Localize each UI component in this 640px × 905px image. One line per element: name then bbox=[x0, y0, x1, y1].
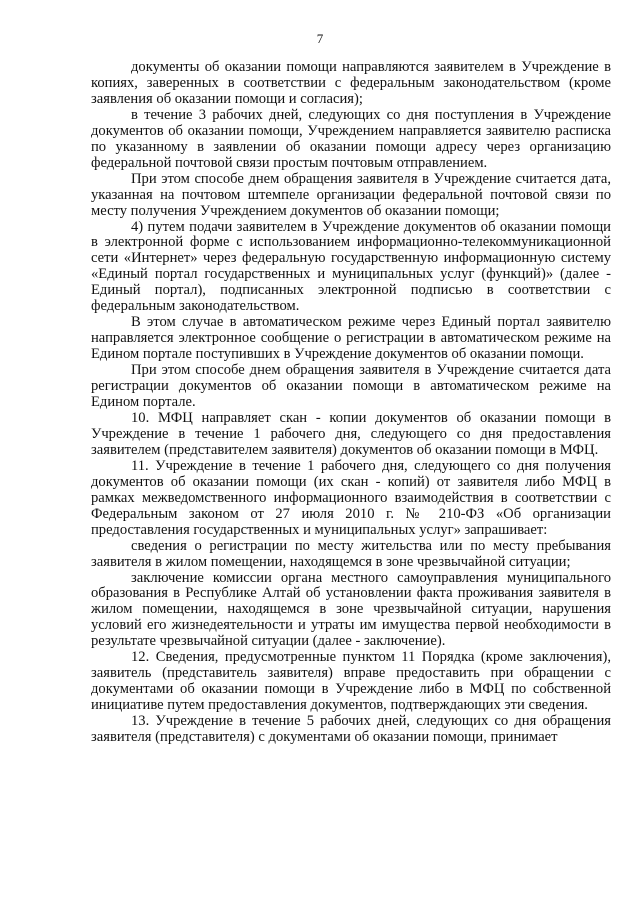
page-number: 7 bbox=[316, 31, 324, 46]
paragraph-electronic-notice: В этом случае в автоматическом режиме через Единый портал заявителю направляется электронное сообщение о регистрации в автоматическом режиме на Едином портале поступивших в Учреждение документов об оказании помощи. bbox=[91, 314, 611, 363]
paragraph-electronic-submission: 4) путем подачи заявителем в Учреждение документов об оказании помощи в электронной форме с использованием информационно-телекоммуникационной сети «Интернет» через федеральную государственную информационную систему «Единый портал государственных и муниципальных услуг (функций)» (далее - Единый портал), подписанных электронной подписью в соответствии с федеральным законодательством. bbox=[91, 218, 611, 315]
paragraph-item-11: 11. Учреждение в течение 1 рабочего дня, следующего со дня получения документов об оказании помощи (их скан - копий) от заявителя либо МФЦ в рамках межведомственного информационного взаимодействия в соответствии с Федеральным законом от 27 июля 2010 г. № 210-ФЗ «Об организации предоставления государственных и муниципальных услуг» запрашивает: bbox=[91, 457, 611, 538]
paragraph-receipt: в течение 3 рабочих дней, следующих со дня поступления в Учреждение документов об оказании помощи, Учреждением направляется заявителю расписка по указанному в заявлении об оказании помощи адресу через организацию федеральной почтовой связи простым почтовым отправлением. bbox=[91, 106, 611, 171]
paragraph-electronic-date: При этом способе днем обращения заявителя в Учреждение считается дата регистрации документов об оказании помощи в автоматическом режиме на Едином портале. bbox=[91, 362, 611, 411]
paragraph-item-13: 13. Учреждение в течение 5 рабочих дней, следующих со дня обращения заявителя (представителя) с документами об оказании помощи, принимает bbox=[91, 713, 611, 746]
paragraph-item-10: 10. МФЦ направляет скан - копии документов об оказании помощи в Учреждение в течение 1 рабочего дня, следующего со дня предоставления заявителем (представителем заявителя) документов об оказании помощи в МФЦ. bbox=[91, 409, 611, 458]
paragraph-copies: документы об оказании помощи направляются заявителем в Учреждение в копиях, заверенных в соответствии с федеральным законодательством (кроме заявления об оказании помощи и согласия); bbox=[91, 59, 611, 107]
paragraph-postal-date: При этом способе днем обращения заявителя в Учреждение считается дата, указанная на почтовом штемпеле организации федеральной почтовой связи по месту получения Учреждением документов об оказании помощи; bbox=[91, 170, 611, 219]
document-body bbox=[91, 60, 611, 746]
paragraph-registration-info: сведения о регистрации по месту жительства или по месту пребывания заявителя в жилом помещении, находящемся в зоне чрезвычайной ситуации; bbox=[91, 537, 611, 570]
paragraph-item-12: 12. Сведения, предусмотренные пунктом 11 Порядка (кроме заключения), заявитель (представитель заявителя) вправе предоставить при обращении с документами об оказании помощи в Учреждение либо в МФЦ по собственной инициативе путем предоставления документов, подтверждающих эти сведения. bbox=[91, 649, 611, 714]
paragraph-commission-conclusion: заключение комиссии органа местного самоуправления муниципального образования в Республике Алтай об установлении факта проживания заявителя в жилом помещении, находящемся в зоне чрезвычайной ситуации, нарушения условий его жизнедеятельности и утраты им имущества первой необходимости в результате чрезвычайной ситуации (далее - заключение). bbox=[91, 569, 611, 650]
